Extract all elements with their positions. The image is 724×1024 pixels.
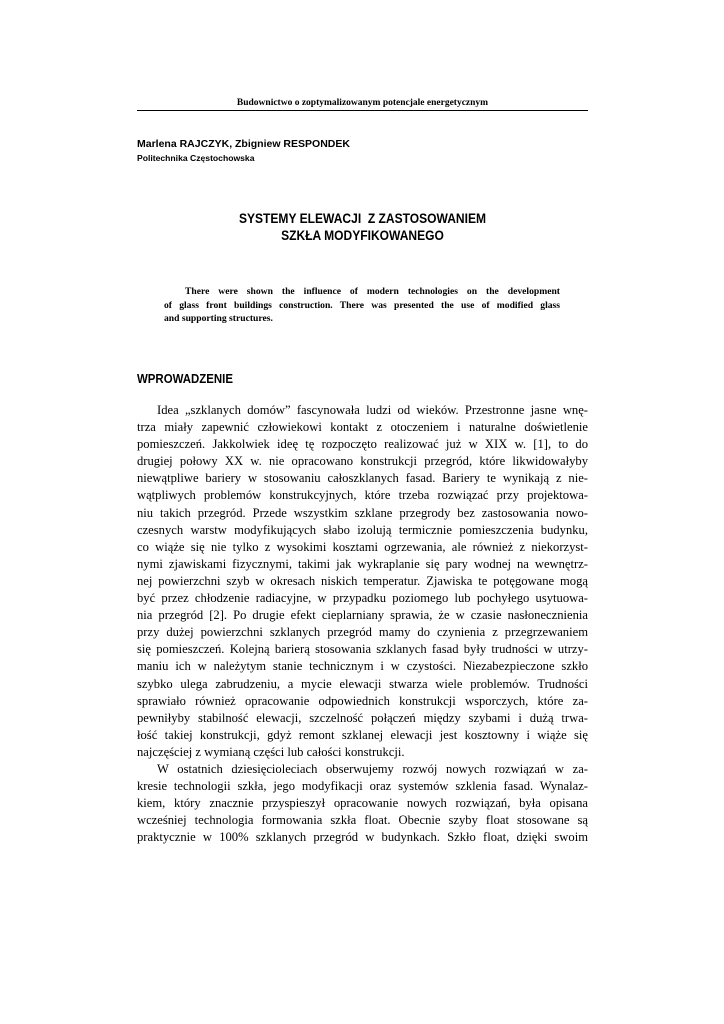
body-line: pomieszczeń. Jakkolwiek ideę tę rozpoczęto realizować już w XIX w. [1], to do bbox=[137, 437, 588, 452]
body-line: przy dużej powierzchni szklanych przegród mamy do czynienia z przegrzewaniem bbox=[137, 625, 588, 640]
body-line: pewniłyby stabilność elewacji, szczelność połączeń między szybami i dużą trwa- bbox=[137, 710, 588, 725]
body-line: się pomieszczeń. Kolejną barierą stosowania szklanych fasad były trudności w utrzy- bbox=[137, 642, 588, 657]
body-line: W ostatnich dziesięcioleciach obserwujemy rozwój nowych rozwiązań w za- bbox=[157, 761, 588, 776]
body-line: wątpliwych problemów konstrukcyjnych, które trzeba rozwiązać przy projektowa- bbox=[137, 488, 588, 503]
body-line: co wiąże się nie tylko z wysokimi kosztami ogrzewania, ale również z niekorzyst- bbox=[137, 539, 588, 554]
abstract-line: There were shown the influence of modern technologies on the development bbox=[185, 286, 560, 297]
body-line: sprawiało również opracowanie odpowiednich konstrukcji wsporczych, które za- bbox=[137, 693, 588, 708]
body-line: Idea „szklanych domów” fascynowała ludzi od wieków. Przestronne jasne wnę- bbox=[157, 403, 588, 417]
body-line: być przez chłodzenie radiacyjne, w przypadku poziomego lub pochyłego usytuowa- bbox=[137, 591, 588, 606]
paper-title-line-2: SZKŁA MODYFIKOWANEGO bbox=[281, 227, 444, 243]
body-line: szybko ulega zabrudzeniu, a mycie elewacji stwarza wiele problemów. Trudności bbox=[137, 676, 588, 691]
abstract-line: of glass front buildings construction. There was presented the use of modified glass bbox=[164, 299, 560, 311]
author-names: Marlena RAJCZYK, Zbigniew RESPONDEK bbox=[137, 138, 350, 150]
body-line: najczęściej z wymianą części lub całości konstrukcji. bbox=[137, 744, 405, 759]
section-heading: WPROWADZENIE bbox=[137, 371, 233, 386]
body-text bbox=[137, 402, 588, 846]
body-line: drugiej połowy XX w. nie opracowano konstrukcji przegród, które likwidowałyby bbox=[137, 454, 588, 469]
body-line: nia przegród [2]. Po drugie efekt cieplarniany sprawia, że w czasie nasłonecznienia bbox=[137, 608, 588, 623]
abstract bbox=[164, 285, 560, 326]
header-rule bbox=[137, 110, 588, 111]
body-line: trza miały zapewnić człowiekowi kontakt z otoczeniem i naturalne doświetlenie bbox=[137, 420, 588, 435]
author-affiliation: Politechnika Częstochowska bbox=[137, 153, 255, 163]
body-line: czesnych warstw modyfikujących słabo izolują termicznie pomieszczenia budynku, bbox=[137, 522, 588, 537]
paper-title-line-1: SYSTEMY ELEWACJI Z ZASTOSOWANIEM bbox=[238, 210, 487, 226]
body-line: kiem, który znacznie przyspieszył opracowanie nowych rozwiązań, była opisana bbox=[137, 796, 588, 811]
running-head: Budownictwo o zoptymalizowanym potencjale energetycznym bbox=[236, 98, 489, 108]
body-line: maniu ich w należytym stanie technicznym i w czystości. Niezabezpieczone szkło bbox=[137, 659, 588, 674]
body-line: nej powierzchni szyb w okresach niskich temperatur. Zjawiska te potęgowane mogą bbox=[137, 573, 588, 588]
body-line: niu takich przegród. Przede wszystkim szklane przegrody bez zastosowania nowo- bbox=[137, 505, 588, 520]
body-line: praktycznie w 100% szklanych przegród w budynkach. Szkło float, dzięki swoim bbox=[137, 830, 588, 845]
body-line: kresie technologii szkła, jego modyfikacji oraz systemów szklenia fasad. Wynalaz- bbox=[137, 779, 588, 794]
body-line: nymi zjawiskami fizycznymi, takimi jak wykraplanie się pary wodnej na wewnętrz- bbox=[137, 556, 588, 571]
abstract-line: and supporting structures. bbox=[164, 313, 273, 325]
body-line: łość takiej konstrukcji, gdyż remont szklanej elewacji jest kosztowny i wiąże się bbox=[137, 727, 588, 742]
body-line: wcześniej technologia formowania szkła float. Obecnie szyby float stosowane są bbox=[137, 813, 588, 828]
paper-title bbox=[169, 210, 557, 244]
body-line: niewątpliwe bariery w stosowaniu całoszklanych fasad. Bariery te wynikają z nie- bbox=[137, 471, 588, 486]
